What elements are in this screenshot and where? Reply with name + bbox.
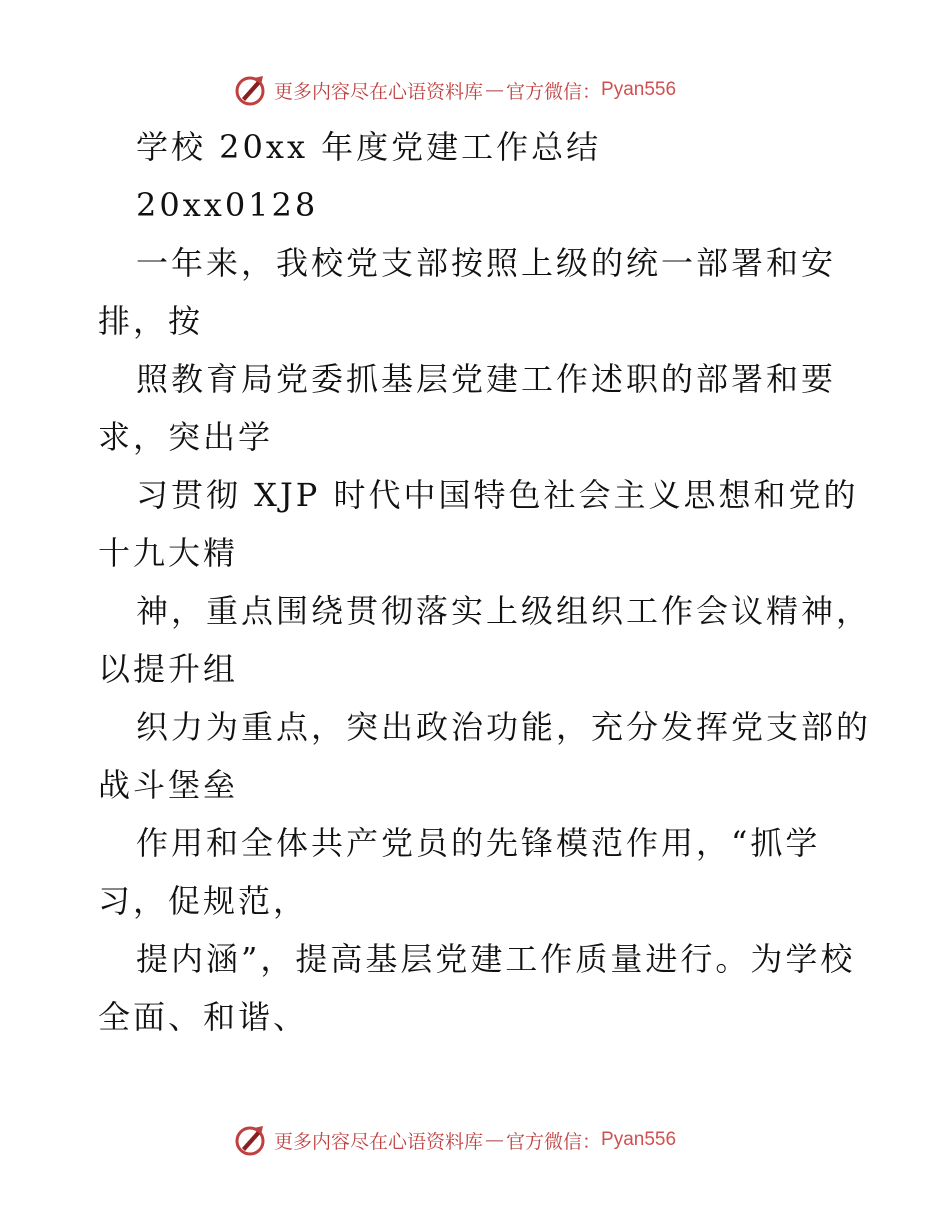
banner-handle: Pyan556 [601,79,677,100]
paragraph-line: 织力为重点，突出政治功能，充分发挥党支部的 [136,708,872,746]
document-date: 20xx0128 [136,186,319,224]
banner-label: 官方微信： [506,1130,602,1153]
paragraph-line: 求，突出学 [98,418,274,456]
paragraph-line: 习贯彻 XJP 时代中国特色社会主义思想和党的 [136,476,859,514]
banner-text: 更多内容尽在心语资料库 [274,1130,484,1153]
paragraph-line: 习，促规范， [98,882,309,920]
banner-text: 更多内容尽在心语资料库 [274,80,484,103]
paragraph-line: 十九大精 [98,534,239,572]
header-watermark-banner [232,70,752,110]
paragraph-line: 照教育局党委抓基层党建工作述职的部署和要 [136,360,837,398]
paragraph-line: 战斗堡垒 [98,766,239,804]
paragraph-line: 以提升组 [98,650,239,688]
paragraph-line: 排，按 [98,302,204,340]
banner-separator: — [485,1129,505,1151]
footer-watermark-banner [232,1120,752,1160]
paragraph-line: 一年来，我校党支部按照上级的统一部署和安 [136,244,837,282]
document-title: 学校 20xx 年度党建工作总结 [136,128,602,166]
paragraph-line: 全面、和谐、 [98,998,309,1036]
quill-pen-logo-icon [232,1122,268,1158]
paragraph-line: 作用和全体共产党员的先锋模范作用，“抓学 [136,824,821,862]
quill-pen-logo-icon [232,72,268,108]
banner-handle: Pyan556 [601,1129,677,1150]
banner-label: 官方微信： [506,80,602,103]
paragraph-line: 神，重点围绕贯彻落实上级组织工作会议精神， [136,592,872,630]
document-body [98,118,888,1046]
paragraph-line: 提内涵”，提高基层党建工作质量进行。为学校 [136,940,856,978]
banner-separator: — [485,79,505,101]
